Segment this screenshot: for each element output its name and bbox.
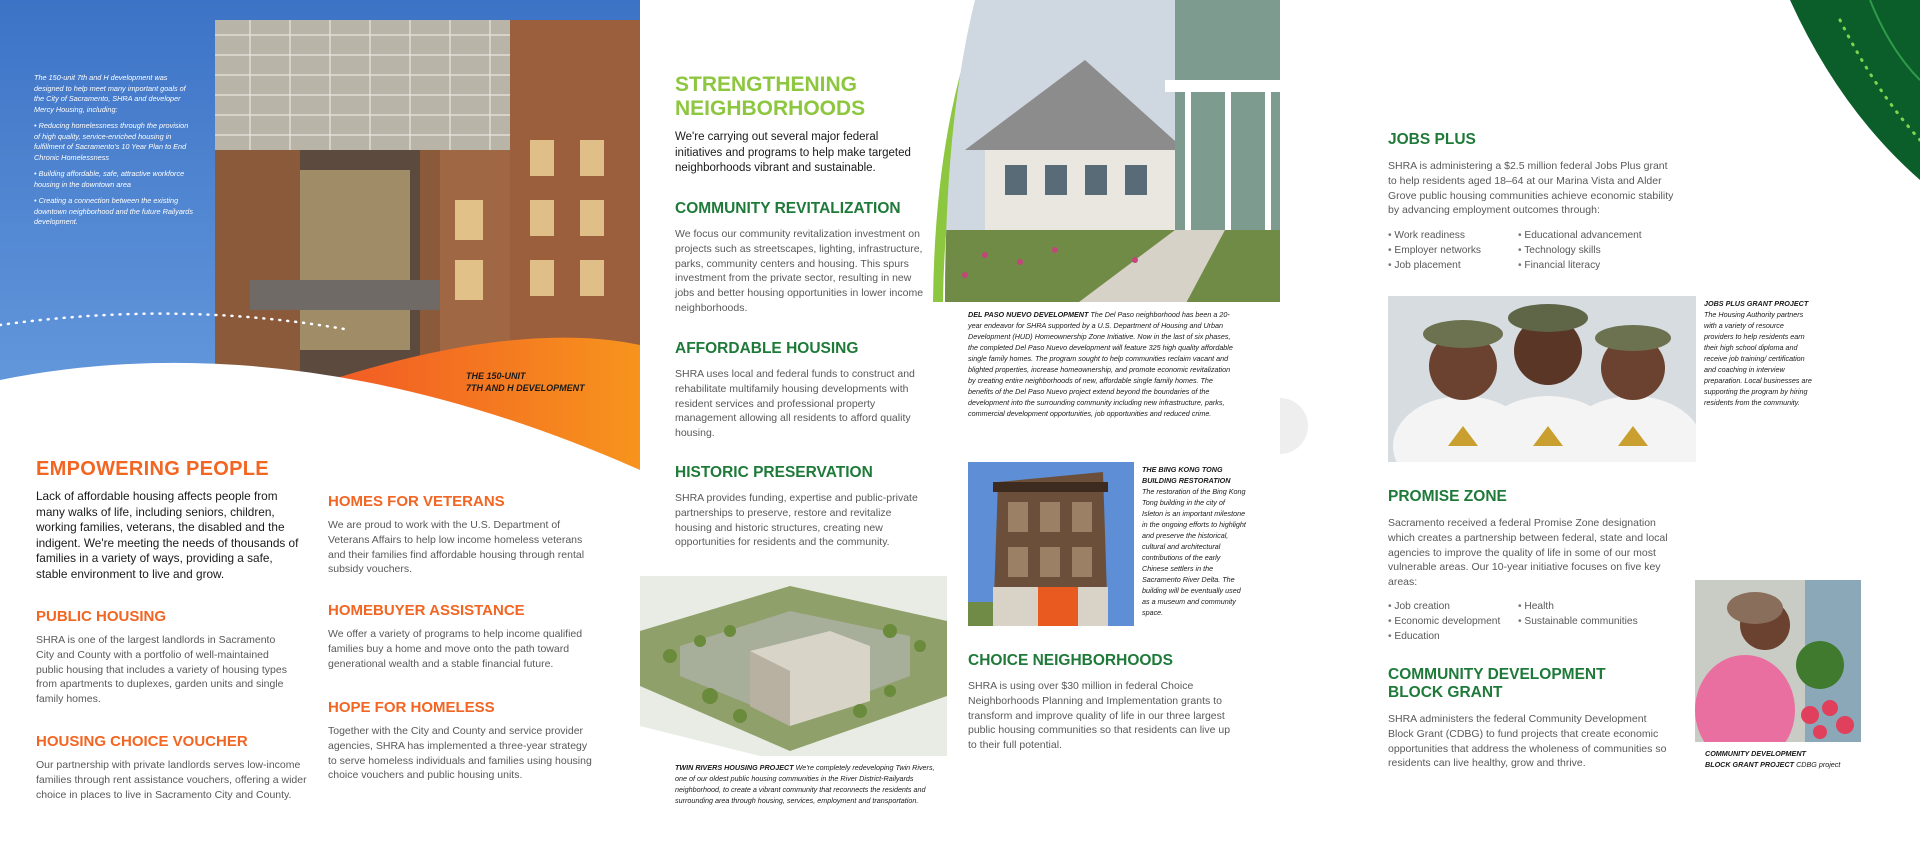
veterans-text: We are proud to work with the U.S. Department of Veterans Affairs to help low income homeless veterans and their families find affordable housing through rental subsidy vouchers.: [328, 519, 585, 576]
strengthening-title-line: STRENGTHENING: [675, 73, 858, 96]
choice-title: CHOICE NEIGHBORHOODS: [968, 652, 1173, 669]
strengthening-text: We're carrying out several major federal initiatives and programs to help make targeted neighborhoods vibrant and sustainable.: [675, 131, 911, 174]
strengthening-title-line: NEIGHBORHOODS: [675, 97, 866, 120]
revitalization-title: COMMUNITY REVITALIZATION: [675, 200, 901, 217]
revitalization-text: We focus our community revitalization investment on projects such as streetscapes, lighting, infrastructure, parks, community centers and housing. This spurs investment from the private sector, resulting in new jobs and better housing opportunities in lower income neighborhoods.: [675, 228, 924, 314]
cdbg-caption-text: [1705, 748, 1865, 770]
homeless-section: [328, 699, 596, 783]
cdbg-title-line: BLOCK GRANT: [1388, 684, 1503, 701]
list-item: • Technology skills: [1518, 243, 1642, 258]
hero-intro-bullet: • Building affordable, safe, attractive workforce housing in the downtown area: [34, 169, 185, 189]
voucher-title: HOUSING CHOICE VOUCHER: [36, 733, 248, 750]
empowering-text: Lack of affordable housing affects people from many walks of life, including seniors, children, working families, veterans, the disabled and the indigent. We're meeting the needs of thousands of families in a variety of ways, providing a safe, stable environment to live and grow.: [36, 489, 299, 581]
jobs-plus-caption-label: JOBS PLUS GRANT PROJECT: [1704, 299, 1809, 308]
bing-kong-text: The restoration of the Bing Kong Tong building in the city of Isleton is an important milestone in the ongoing efforts to highlight and preserve the historical, cultural and architectural contributions of the early Chinese settlers in the Sacramento River Delta. The building will be eventually used as a museum and community space.: [1142, 487, 1246, 617]
strengthening-section: [675, 73, 925, 177]
cdbg-caption-body: CDBG project: [1796, 760, 1841, 769]
bing-kong-caption-text: [1142, 464, 1248, 618]
list-item: • Financial literacy: [1518, 258, 1642, 273]
public-housing-title: PUBLIC HOUSING: [36, 608, 167, 625]
bing-kong-photo: [968, 462, 1134, 626]
bing-kong-caption: [1142, 464, 1248, 618]
fold-marker: [1280, 398, 1308, 454]
revitalization-section: [675, 200, 925, 316]
empowering-title: EMPOWERING PEOPLE: [36, 458, 269, 480]
list-item: • Job creation: [1388, 599, 1518, 614]
homebuyer-title: HOMEBUYER ASSISTANCE: [328, 602, 525, 619]
jobs-plus-caption-body: The Housing Authority partners with a variety of resource providers to help residents earn their high school diploma and receive job training/ certification and coaching in interview preparation. Local businesses are supporting the program by hiring residents from the community.: [1704, 310, 1812, 407]
choice-text: SHRA is using over $30 million in federal Choice Neighborhoods Planning and Implementation grants to transform and improve quality of life in our three largest public housing communities so that residents can live up to their full potential.: [968, 680, 1231, 752]
homeless-text: Together with the City and County and service provider agencies, SHRA has implemented a three-year strategy to serve homeless individuals and families using housing choice vouchers and public housing units.: [328, 725, 592, 782]
list-item: • Education: [1388, 629, 1518, 644]
del-paso-photo: [925, 0, 1280, 305]
promise-title: PROMISE ZONE: [1388, 488, 1507, 505]
affordable-text: SHRA uses local and federal funds to construct and rehabilitate multifamily housing developments with resident services and professional property management allowing all residents to afford quality housing.: [675, 368, 915, 440]
veterans-section: [328, 493, 596, 577]
cdbg-title: [1388, 666, 1668, 702]
cdbg-caption-label: COMMUNITY DEVELOPMENT: [1705, 749, 1806, 758]
twin-rivers-label: TWIN RIVERS HOUSING PROJECT: [675, 763, 794, 772]
public-housing-section: [36, 608, 296, 707]
promise-bullets-left: [1388, 599, 1518, 644]
del-paso-text: The Del Paso neighborhood has been a 20-year endeavor for SHRA supported by a U.S. Department of Housing and Urban Development (HUD) Homeownership Zone Initiative. Now in the last of six phases, the completed Del Paso Nuevo development will feature 325 high quality affordable single family homes. The program sought to help communities reclaim vacant and blighted properties, increase homeownership, and promote economic revitalization by creating entire neighborhoods of new, affordable single family homes. The benefits of the Del Paso Nuevo project extend beyond the boundaries of the development into the surrounding community including new infrastructure, parks, commercial development opportunities, job opportunities and reduced crime.: [968, 310, 1233, 418]
voucher-text: Our partnership with private landlords serves low-income families through rent assistance vouchers, offering a wider choice in places to live in Sacramento City and County.: [36, 759, 307, 801]
list-item: • Employer networks: [1388, 243, 1518, 258]
homeless-title: HOPE FOR HOMELESS: [328, 699, 495, 716]
list-item: • Sustainable communities: [1518, 614, 1638, 629]
public-housing-text: SHRA is one of the largest landlords in Sacramento City and County with a portfolio of well-maintained public housing that includes a variety of housing types from apartments to duplexes, garden units and single family homes.: [36, 634, 287, 706]
hero-photo-7th-and-h: [0, 0, 640, 470]
list-item: • Health: [1518, 599, 1638, 614]
del-paso-caption-text: [968, 309, 1238, 419]
veterans-title: HOMES FOR VETERANS: [328, 493, 505, 510]
hero-intro-bullet: • Reducing homelessness through the provision of high quality, service-enriched housing in fulfillment of Sacramento's 10 Year Plan to End Chronic Homelessness: [34, 121, 189, 162]
promise-bullets-right: [1518, 599, 1638, 644]
list-item: • Economic development: [1388, 614, 1518, 629]
twin-rivers-text: We're completely redeveloping Twin Rivers, one of our oldest public housing communities in the River District-Railyards neighborhood, to create a vibrant community that reconnects the residents and surrounding area through housing, services, employment and transportation.: [675, 763, 935, 805]
cdbg-title-line: COMMUNITY DEVELOPMENT: [1388, 666, 1606, 683]
jobs-plus-caption: [1704, 298, 1812, 408]
jobs-plus-text: SHRA is administering a $2.5 million federal Jobs Plus grant to help residents aged 18–64 at our Marina Vista and Alder Grove public housing communities achieve economic stability by advancing employment outcomes through:: [1388, 160, 1674, 217]
hero-caption-line: 7TH AND H DEVELOPMENT: [466, 383, 585, 393]
voucher-section: [36, 733, 308, 802]
strengthening-title: [675, 73, 925, 121]
list-item: • Job placement: [1388, 258, 1518, 273]
cdbg-section: [1388, 666, 1668, 771]
jobs-plus-caption-text: [1704, 298, 1812, 408]
historic-title: HISTORIC PRESERVATION: [675, 464, 873, 481]
promise-text: Sacramento received a federal Promise Zone designation which creates a partnership between federal, state and local agencies to improve the quality of life in some of our most vulnerable areas. Our 10-year initiative focuses on five key areas:: [1388, 517, 1668, 589]
jobs-plus-bullets-right: [1518, 228, 1642, 273]
empowering-section: [36, 458, 306, 582]
jobs-plus-section: [1388, 131, 1678, 273]
choice-section: [968, 652, 1233, 753]
cdbg-photo: [1695, 580, 1861, 742]
list-item: • Work readiness: [1388, 228, 1518, 243]
list-item: • Educational advancement: [1518, 228, 1642, 243]
affordable-title: AFFORDABLE HOUSING: [675, 340, 859, 357]
del-paso-label: DEL PASO NUEVO DEVELOPMENT: [968, 310, 1089, 319]
hero-caption: [466, 370, 585, 394]
jobs-plus-bullets-left: [1388, 228, 1518, 273]
hero-intro-bullet: • Creating a connection between the existing downtown neighborhood and the future Railyards development.: [34, 196, 194, 226]
hero-caption-line: THE 150-UNIT: [466, 371, 526, 381]
hero-intro-text: The 150-unit 7th and H development was designed to help meet many important goals of the City of Sacramento, SHRA and developer Mercy Housing, including:: [34, 73, 186, 114]
historic-text: SHRA provides funding, expertise and public-private partnerships to preserve, restore and revitalize housing and historic structures, creating new opportunities for residents and the community.: [675, 492, 918, 549]
twin-rivers-rendering: [640, 576, 947, 756]
twin-rivers-caption: [675, 762, 937, 806]
homebuyer-text: We offer a variety of programs to help income qualified families buy a home and move onto the path toward generational wealth and a stable financial future.: [328, 628, 583, 670]
jobs-plus-photo: [1388, 296, 1696, 462]
twin-rivers-caption-text: [675, 762, 937, 806]
promise-bullets: [1388, 599, 1670, 644]
promise-section: [1388, 488, 1670, 644]
hero-intro: [34, 73, 194, 228]
bing-kong-label: THE BING KONG TONG: [1142, 465, 1223, 474]
cdbg-caption: [1705, 748, 1865, 770]
bing-kong-label: BUILDING RESTORATION: [1142, 476, 1231, 485]
del-paso-caption: [968, 309, 1238, 419]
jobs-plus-title: JOBS PLUS: [1388, 131, 1476, 148]
cdbg-caption-label: BLOCK GRANT PROJECT: [1705, 760, 1795, 769]
homebuyer-section: [328, 602, 596, 671]
jobs-plus-bullets: [1388, 228, 1678, 273]
cdbg-text: SHRA administers the federal Community Development Block Grant (CDBG) to fund projects that create economic opportunities that address the wholeness of communities so residents can live healthy, grow and thrive.: [1388, 713, 1667, 770]
affordable-section: [675, 340, 925, 441]
historic-section: [675, 464, 925, 550]
corner-graphic: [1780, 0, 1920, 180]
